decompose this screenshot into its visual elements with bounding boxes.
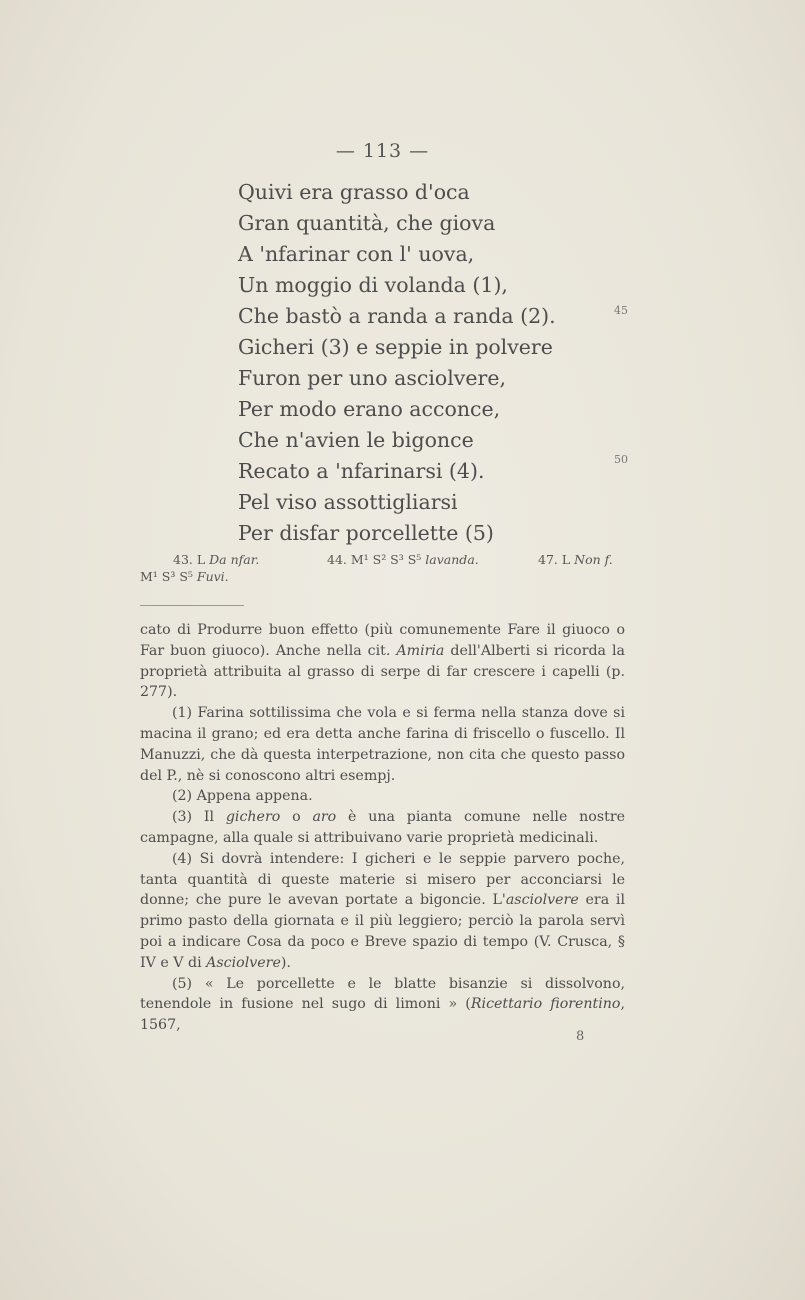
variant-47: 47. L Non f. xyxy=(538,552,613,567)
verse-line: Che n'avien le bigonce xyxy=(238,428,474,452)
variant-47-cont: M¹ S³ S⁵ Fuvi. xyxy=(140,569,229,584)
verse-line: Per modo erano acconce, xyxy=(238,397,501,421)
verse-line: Recato a 'nfarinarsi (4). xyxy=(238,459,485,483)
footnote-1: (1) Farina sottilissima che vola e si ferma nella stanza dove si macina il grano; ed era detta anche farina di friscello o fuscello. Il Manuzzi, che dà questa interpetrazione, non cita che questo passo del P., nè si conoscono altri esempj. xyxy=(140,705,625,784)
verse-line: Quivi era grasso d'oca xyxy=(238,180,470,204)
verse-line: Un moggio di volanda (1), xyxy=(238,273,508,297)
footnote-3: (3) Il gichero o aro è una pianta comune nelle nostre campagne, alla quale si attribuivano varie proprietà medicinali. xyxy=(140,809,625,846)
textual-variants xyxy=(140,551,630,585)
footnote-4: (4) Si dovrà intendere: I gicheri e le seppie parvero poche, tanta quantità di queste materie si misero per acconciarsi le donne; che pure le avevan portate a bigoncie. L'asciolvere era il primo pasto della giornata e il più leggiero; perciò la parola servì poi a indicare Cosa da poco e Breve spazio di tempo (V. Crusca, § IV e V di Asciolvere). xyxy=(140,850,626,971)
variant-44: 44. M¹ S² S³ S⁵ lavanda. xyxy=(327,552,479,567)
footnote-divider xyxy=(140,605,244,606)
verse-line: Che bastò a randa a randa (2). xyxy=(238,304,556,328)
line-number: 50 xyxy=(614,453,628,466)
signature-mark: 8 xyxy=(576,1029,585,1044)
footnote-2: (2) Appena appena. xyxy=(172,788,313,805)
verse-line: Pel viso assottigliarsi xyxy=(238,490,458,514)
verse-line: Furon per uno asciolvere, xyxy=(238,366,506,390)
variant-43: 43. L Da nfar. xyxy=(173,552,260,567)
verse-line: Per disfar porcellette (5) xyxy=(238,521,494,545)
footnote-continuation: cato di Produrre buon effetto (più comunemente Fare il giuoco o Far buon giuoco). Anche nella cit. Amiria dell'Alberti si ricorda la proprietà attribuita al grasso di serpe di far crescere i capelli (p. 277). xyxy=(140,622,625,701)
footnotes xyxy=(140,620,625,1036)
line-number: 45 xyxy=(614,304,628,317)
verse-line: Gicheri (3) e seppie in polvere xyxy=(238,335,553,359)
page-number: — 113 — xyxy=(335,140,430,162)
verse-line: Gran quantità, che giova xyxy=(238,211,496,235)
footnote-5: (5) « Le porcellette e le blatte bisanzie si dissolvono, tenendole in fusione nel sugo di limoni » (Ricettario fiorentino, 1567, xyxy=(140,975,625,1034)
verse-line: A 'nfarinar con l' uova, xyxy=(238,242,475,266)
